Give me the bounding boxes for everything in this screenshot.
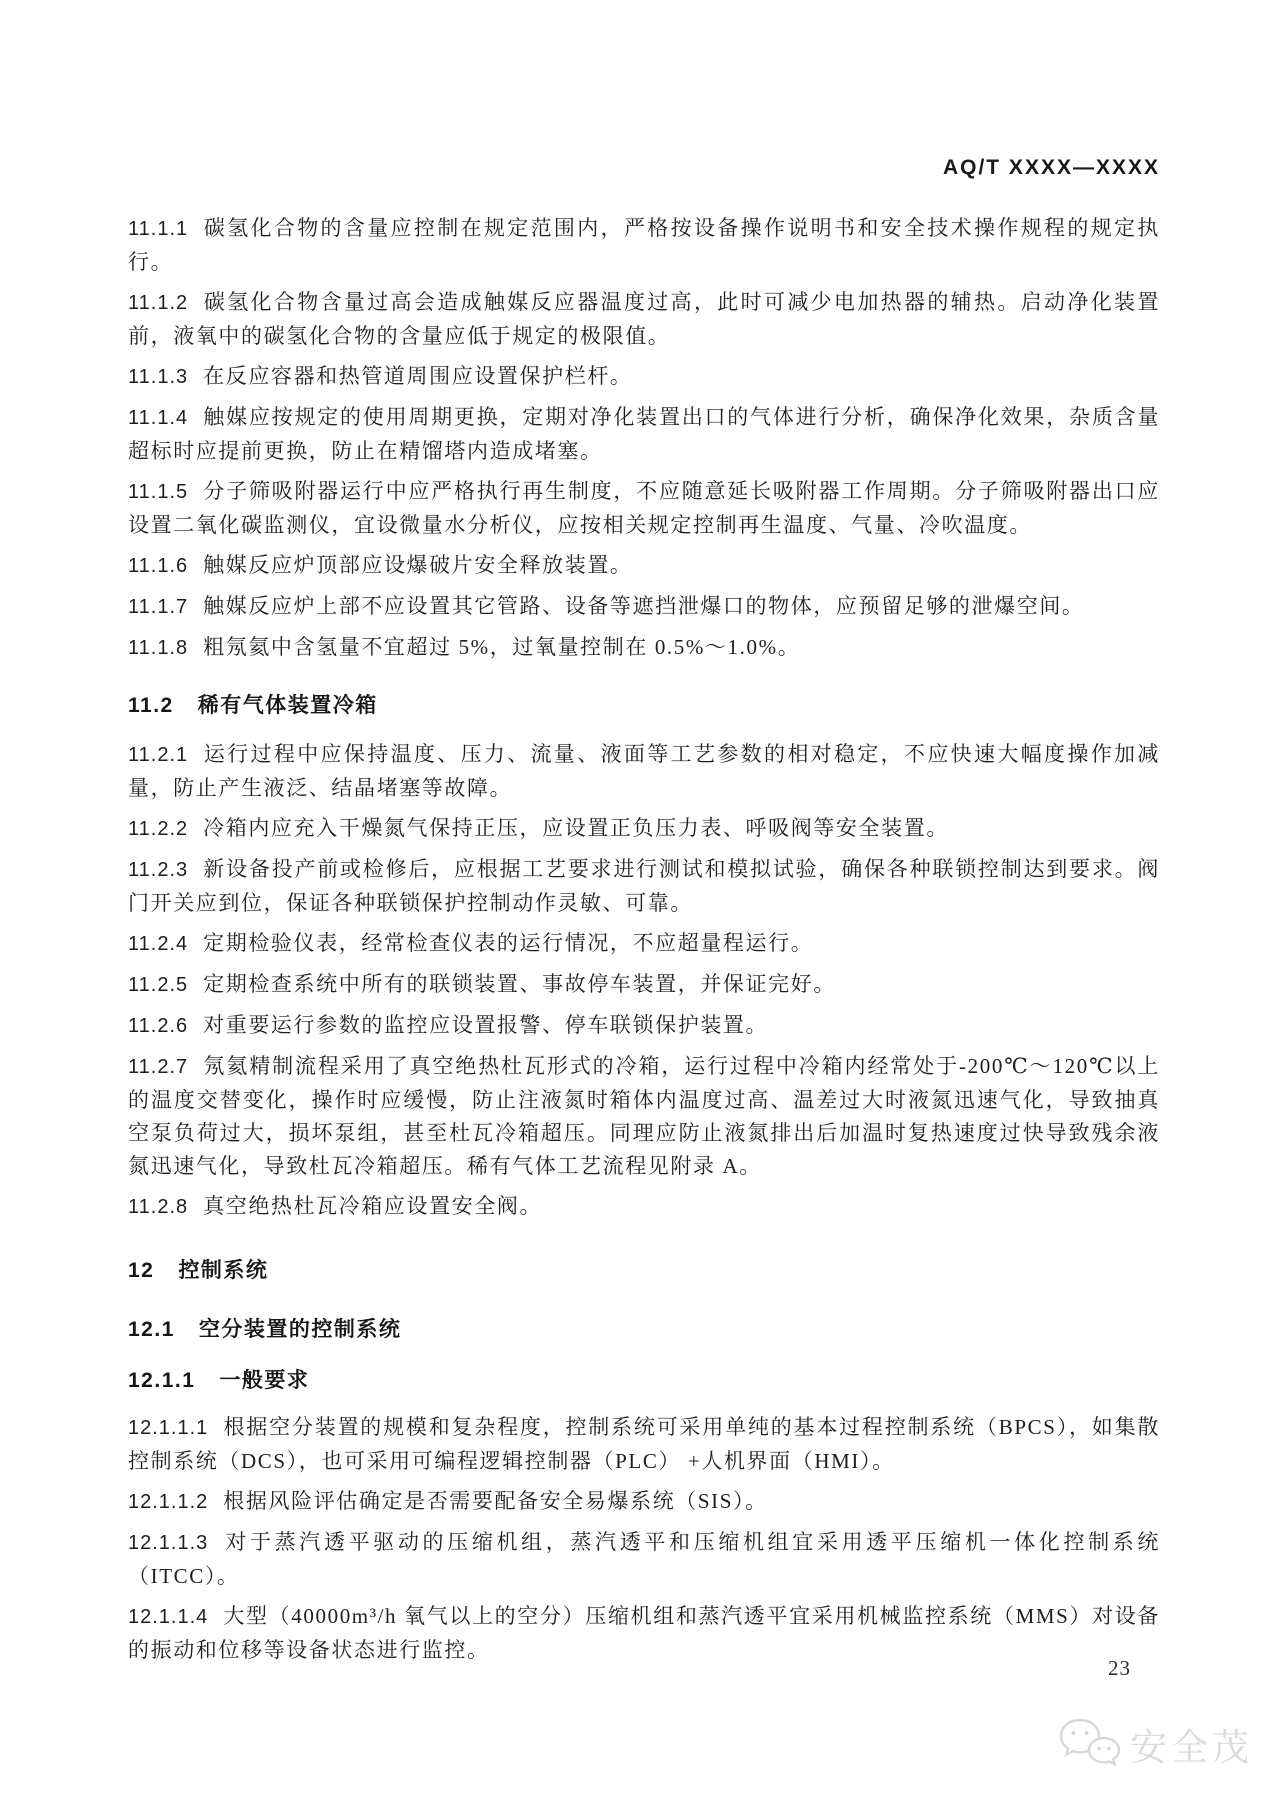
clause-paragraph [128,1411,1160,1478]
clause-text: 根据空分装置的规模和复杂程度，控制系统可采用单纯的基本过程控制系统（BPCS），如集散控制系统（DCS），也可采用可编程逻辑控制器（PLC） +人机界面（HMI）。 [128,1415,1160,1473]
clause-paragraph [128,549,1160,583]
clause-text: 碳氢化合物含量过高会造成触媒反应器温度过高，此时可减少电加热器的辅热。启动净化装置前，液氧中的碳氢化合物的含量应低于规定的极限值。 [128,290,1160,348]
watermark [1058,1716,1253,1772]
clause-paragraph [128,927,1160,961]
heading-number: 11.2 [128,694,174,717]
clause-text: 触媒反应炉顶部应设爆破片安全释放装置。 [203,553,633,577]
clause-number: 11.2.4 [128,933,189,955]
clause-paragraph [128,853,1160,920]
heading-text: 控制系统 [178,1259,269,1282]
clause-number: 11.2.6 [128,1015,189,1037]
clause-paragraph [128,401,1160,468]
clause-number: 11.1.2 [128,292,189,314]
clause-number: 11.2.5 [128,974,189,996]
section-heading [128,1364,1160,1397]
heading-number: 12 [128,1259,155,1282]
clause-number: 11.2.1 [128,744,189,766]
section-heading [128,1254,1160,1287]
heading-text: 稀有气体装置冷箱 [197,694,378,717]
heading-text: 一般要求 [219,1369,310,1392]
clause-text: 对重要运行参数的监控应设置报警、停车联锁保护装置。 [203,1013,769,1037]
heading-text: 空分装置的控制系统 [198,1318,402,1341]
clause-paragraph [128,812,1160,846]
page-number: 23 [1108,1656,1131,1680]
clause-paragraph [128,738,1160,805]
clause-number: 12.1.1.4 [128,1606,209,1628]
watermark-text: 安全茂 [1130,1727,1253,1768]
clause-number: 12.1.1.1 [128,1417,209,1439]
clause-paragraph [128,631,1160,665]
clause-paragraph [128,286,1160,353]
clause-text: 大型（40000m³/h 氧气以上的空分）压缩机组和蒸汽透平宜采用机械监控系统（MMS）对设备的振动和位移等设备状态进行监控。 [128,1604,1160,1662]
heading-number: 12.1.1 [128,1369,196,1392]
clause-text: 定期检查系统中所有的联锁装置、事故停车装置，并保证完好。 [203,972,836,996]
clause-text: 碳氢化合物的含量应控制在规定范围内，严格按设备操作说明书和安全技术操作规程的规定执行。 [128,216,1160,274]
clause-number: 11.2.3 [128,859,189,881]
clause-number: 11.1.6 [128,555,189,577]
clause-paragraph [128,1050,1160,1183]
clause-text: 对于蒸汽透平驱动的压缩机组，蒸汽透平和压缩机组宜采用透平压缩机一体化控制系统（ITCC）。 [128,1530,1160,1588]
clause-text: 粗氖氦中含氢量不宜超过 5%，过氧量控制在 0.5%～1.0%。 [203,635,801,659]
clause-number: 11.1.1 [128,218,189,240]
clause-paragraph [128,1190,1160,1224]
clause-number: 11.1.4 [128,407,189,429]
clause-paragraph [128,1600,1160,1667]
document-body [128,212,1160,1667]
clause-number: 11.1.7 [128,596,189,618]
clause-text: 新设备投产前或检修后，应根据工艺要求进行测试和模拟试验，确保各种联锁控制达到要求。阀门开关应到位，保证各种联锁保护控制动作灵敏、可靠。 [128,857,1160,915]
clause-paragraph [128,1009,1160,1043]
clause-text: 根据风险评估确定是否需要配备安全易爆系统（SIS）。 [223,1489,768,1513]
clause-number: 11.2.7 [128,1056,189,1078]
clause-number: 11.2.8 [128,1196,189,1218]
clause-text: 氖氦精制流程采用了真空绝热杜瓦形式的冷箱，运行过程中冷箱内经常处于-200℃～120℃以上的温度交替变化，操作时应缓慢，防止注液氮时箱体内温度过高、温差过大时液氮迅速气化，导致抽真空泵负荷过大，损坏泵组，甚至杜瓦冷箱超压。同理应防止液氮排出后加温时复热速度过快导致残余液氮迅速气化，导致杜瓦冷箱超压。稀有气体工艺流程见附录 A。 [128,1054,1160,1178]
clause-paragraph [128,212,1160,279]
clause-text: 分子筛吸附器运行中应严格执行再生制度，不应随意延长吸附器工作周期。分子筛吸附器出口应设置二氧化碳监测仪，宜设微量水分析仪，应按相关规定控制再生温度、气量、冷吹温度。 [128,479,1160,537]
clause-text: 触媒应按规定的使用周期更换，定期对净化装置出口的气体进行分析，确保净化效果，杂质含量超标时应提前更换，防止在精馏塔内造成堵塞。 [128,405,1160,463]
clause-paragraph [128,968,1160,1002]
clause-text: 在反应容器和热管道周围应设置保护栏杆。 [203,364,633,388]
wechat-icon [1058,1716,1122,1772]
standard-number-header: AQ/T XXXX—XXXX [942,156,1160,179]
clause-number: 12.1.1.2 [128,1491,209,1513]
clause-text: 真空绝热杜瓦冷箱应设置安全阀。 [203,1194,543,1218]
clause-paragraph [128,1485,1160,1519]
clause-text: 运行过程中应保持温度、压力、流量、液面等工艺参数的相对稳定，不应快速大幅度操作加减量，防止产生液泛、结晶堵塞等故障。 [128,742,1160,800]
clause-paragraph [128,590,1160,624]
clause-number: 11.2.2 [128,818,189,840]
clause-text: 触媒反应炉上部不应设置其它管路、设备等遮挡泄爆口的物体，应预留足够的泄爆空间。 [203,594,1085,618]
clause-number: 11.1.5 [128,481,189,503]
clause-text: 冷箱内应充入干燥氮气保持正压，应设置正负压力表、呼吸阀等安全装置。 [203,816,949,840]
section-heading [128,1313,1160,1346]
section-heading [128,689,1160,722]
clause-paragraph [128,1526,1160,1593]
clause-text: 定期检验仪表，经常检查仪表的运行情况，不应超量程运行。 [203,931,814,955]
clause-number: 11.1.8 [128,637,189,659]
clause-paragraph [128,475,1160,542]
heading-number: 12.1 [128,1318,175,1341]
clause-paragraph [128,360,1160,394]
clause-number: 12.1.1.3 [128,1532,209,1554]
clause-number: 11.1.3 [128,366,189,388]
